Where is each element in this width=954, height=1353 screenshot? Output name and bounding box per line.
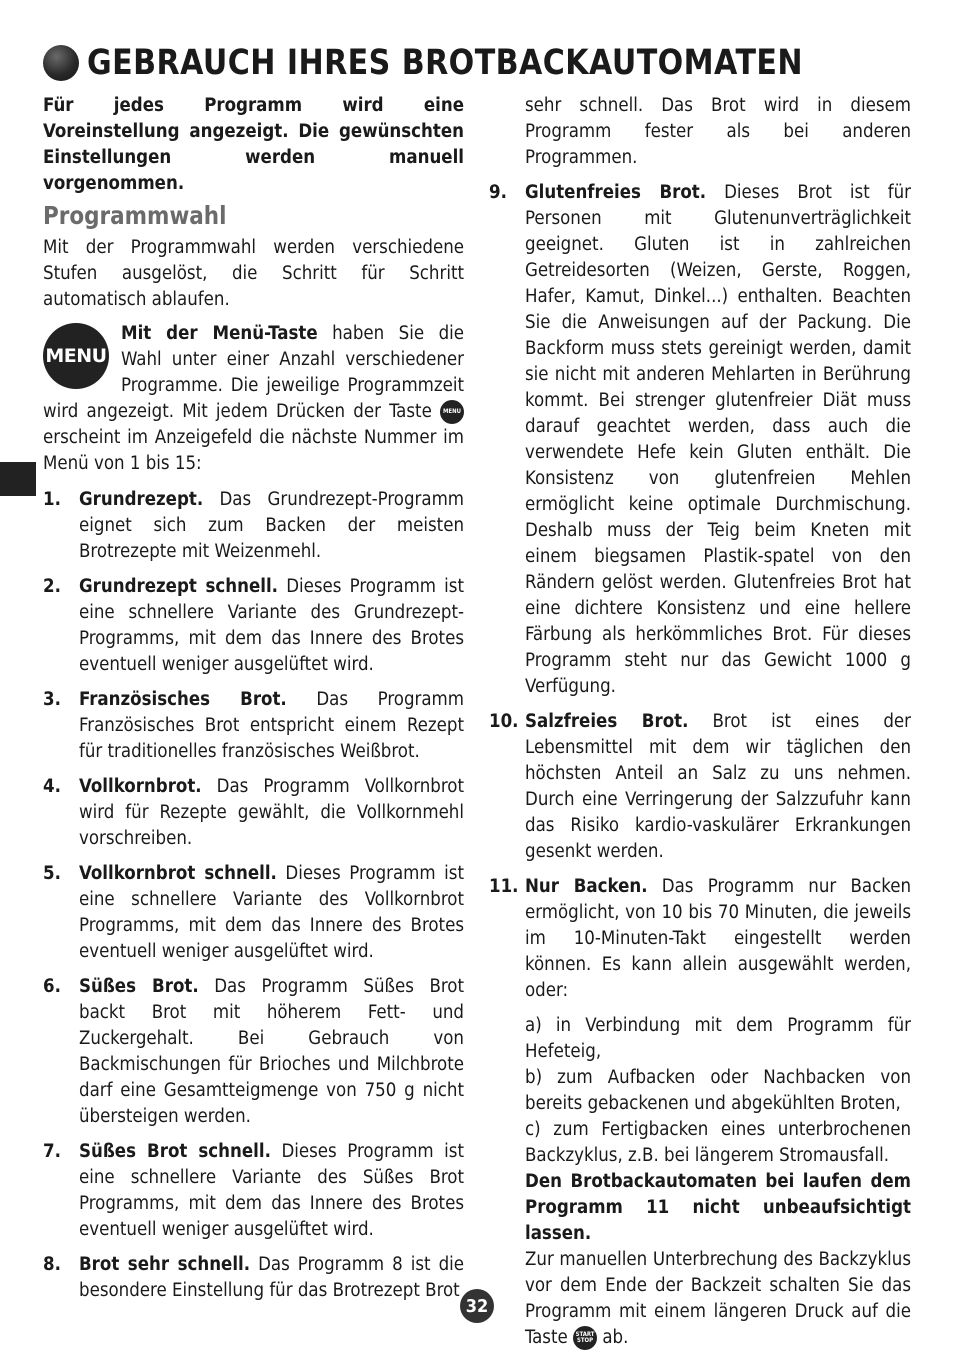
header-bullet-icon [43, 45, 79, 81]
start-stop-line1: START [575, 1331, 595, 1338]
menu-key-label: Mit der Menü-Taste [121, 323, 318, 344]
program-description: Dieses Brot ist für Personen mit Glutenunverträglichkeit geeignet. Gluten ist in zahlreichen Getreidesorten (Weizen, Gerste, Roggen, Hafer, Kamut, Dinkel...) enthalten. Beachten Sie die Anweisungen auf der Packung. Die Backform muss stets gereinigt werden, damit sie nicht mit anderen Mehlarten in Berührung kommt. Bei strenger glutenfreier Diät muss darauf geachtet werden, dass auch die verwendete Hefe kein Gluten enthält. Die Konsistenz von glutenfreien Mehlen ermöglicht keine optimale Durchmischung. Deshalb muss der Teig beim Kneten mit einem biegsamen Plastik-spatel von den Rändern gelöst werden. Glutenfreies Brot hat eine dichtere Konsistenz und eine hellere Färbung als herkömmliches Brot. Für dieses Programm steht nur das Gewicht 1000 g Verfügung. [525, 182, 911, 697]
program-title: Französisches Brot. [79, 689, 287, 710]
program-item [489, 180, 911, 700]
program-item [43, 1139, 464, 1243]
program-11-option-c: c) zum Fertigbacken eines unterbrochenen Backzyklus, z.B. bei längerem Stromausfall. [525, 1119, 911, 1166]
program-number: 4. [43, 776, 61, 797]
program-title: Nur Backen. [525, 876, 648, 897]
program-title: Salzfreies Brot. [525, 711, 689, 732]
program-description: Das Programm Französisches Brot entspricht einem Rezept für traditionelles französisches Weißbrot. [79, 689, 464, 762]
program-11-stop-text [525, 1247, 911, 1351]
program-description: Dieses Programm ist eine schnellere Variante des Grundrezept-Programms, mit dem das Innere des Brotes eventuell weniger ausgelüftet wird. [79, 576, 464, 675]
program-item [43, 574, 464, 678]
program-item [489, 709, 911, 865]
section-heading: Programmwahl [43, 201, 227, 230]
program-item [43, 687, 464, 765]
program-title: Brot sehr schnell. [79, 1254, 251, 1275]
program-item [43, 861, 464, 965]
program-number: 6. [43, 976, 61, 997]
stop-text-b: ab. [597, 1327, 629, 1348]
start-stop-line2: STOP [576, 1337, 594, 1344]
menu-text-a: haben Sie die Wahl unter einer Anzahl verschiedener Programme. Die jeweilige Programmzeit wird angezeigt. Mit jedem Drücken der Taste [43, 323, 464, 422]
program-item [43, 1252, 464, 1304]
intro-text: Für jedes Programm wird eine Voreinstellung angezeigt. Die gewünschten Einstellungen werden manuell vorgenommen. [43, 95, 464, 194]
section-intro: Mit der Programmwahl werden verschiedene Stufen ausgelöst, die Schritt für Schritt automatisch ablaufen. [43, 237, 464, 310]
program-title: Grundrezept schnell. [79, 576, 279, 597]
page-header [43, 40, 920, 86]
program-item [43, 774, 464, 852]
program-title: Süßes Brot schnell. [79, 1141, 271, 1162]
program-description: Dieses Programm ist eine schnellere Variante des Vollkornbrot Programms, mit dem das Innere des Brotes eventuell weniger ausgelüftet wird. [79, 863, 464, 962]
program-title: Glutenfreies Brot. [525, 182, 707, 203]
program-item [43, 487, 464, 565]
program-number: 1. [43, 489, 61, 510]
program-number: 10. [489, 711, 519, 732]
program-title: Grundrezept. [79, 489, 204, 510]
program-title: Vollkornbrot. [79, 776, 202, 797]
program-description: Das Programm nur Backen ermöglicht, von 10 bis 70 Minuten, die jeweils im 10-Minuten-Takt eingestellt werden können. Es kann allein ausgewählt werden, oder: [525, 876, 911, 1001]
program-8-continued: sehr schnell. Das Brot wird in diesem Programm fester als bei anderen Programmen. [525, 95, 911, 168]
program-item [43, 974, 464, 1130]
program-description: Das Programm 8 ist die besondere Einstellung für das Brotrezept Brot [79, 1254, 465, 1301]
program-11-warning: Den Brotbackautomaten bei laufen dem Programm 11 nicht unbeaufsichtigt lassen. [525, 1171, 911, 1244]
menu-small-icon: MENU [440, 400, 464, 424]
program-description: Das Grundrezept-Programm eignet sich zum Backen der meisten Brotrezepte mit Weizenmehl. [79, 489, 464, 562]
program-item [489, 874, 911, 1004]
program-number: 5. [43, 863, 61, 884]
program-description: Brot ist eines der Lebensmittel mit dem wir täglichen den höchsten Anteil an Salz zu uns nehmen. Durch eine Verringerung der Salzzufuhr kann das Risiko kardio-vaskulärer Erkrankungen gesenkt werden. [525, 711, 912, 862]
program-title: Vollkornbrot schnell. [79, 863, 277, 884]
stop-text-a: Zur manuellen Unterbrechung des Backzyklus vor dem Ende der Backzeit schalten Sie das Programm mit einem längeren Druck auf die Taste [525, 1249, 911, 1348]
program-11-details [525, 1013, 911, 1351]
program-number: 8. [43, 1254, 61, 1275]
right-column [489, 93, 911, 1351]
program-number: 3. [43, 689, 61, 710]
page-number: 32 [460, 1289, 494, 1323]
menu-text-b: erscheint im Anzeigefeld die nächste Nummer im Menü von 1 bis 15: [43, 427, 464, 474]
program-number: 11. [489, 876, 519, 897]
program-description: Das Programm Vollkornbrot wird für Rezepte gewählt, die Vollkornmehl vorschreiben. [79, 776, 464, 849]
menu-button-icon: MENU [43, 323, 109, 389]
left-column [43, 93, 464, 1313]
program-11-option-a: a) in Verbindung mit dem Programm für Hefeteig, [525, 1015, 911, 1062]
program-list-right [489, 180, 911, 1004]
menu-description [43, 321, 464, 477]
program-number: 2. [43, 576, 61, 597]
program-number: 9. [489, 182, 507, 203]
start-stop-icon [573, 1326, 597, 1350]
program-number: 7. [43, 1141, 61, 1162]
program-description: Das Programm Süßes Brot backt Brot mit höherem Fett- und Zuckergehalt. Bei Gebrauch von Backmischungen für Brioches und Milchbrote darf eine Gesamtteigmenge von 750 g nicht übersteigen werden. [79, 976, 464, 1127]
page-title: GEBRAUCH IHRES BROTBACKAUTOMATEN [87, 43, 804, 83]
program-11-option-b: b) zum Aufbacken oder Nachbacken von bereits gebackenen und abgekühlten Broten, [525, 1067, 911, 1114]
program-title: Süßes Brot. [79, 976, 199, 997]
language-tab-marker [0, 462, 36, 496]
program-list-left [43, 487, 464, 1304]
program-description: Dieses Programm ist eine schnellere Variante des Süßes Brot Programms, mit dem das Innere des Brotes eventuell weniger ausgelüftet wird. [79, 1141, 464, 1240]
